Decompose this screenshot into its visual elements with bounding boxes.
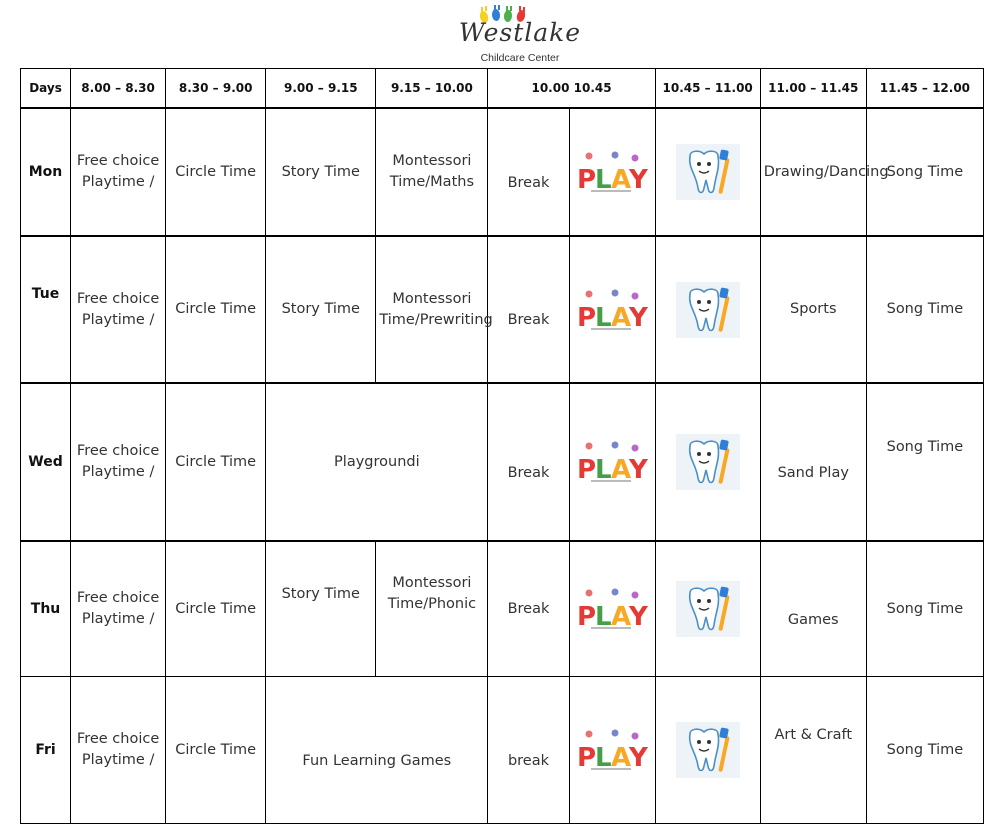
- col-header-time: 11.00 – 11.45: [760, 69, 866, 109]
- activity-cell: Art & Craft: [760, 677, 866, 824]
- tooth-image-cell: [655, 677, 760, 824]
- activity-cell: Free choice Playtime /: [71, 541, 166, 677]
- activity-cell: break: [488, 677, 569, 824]
- table-row: [21, 108, 984, 236]
- tooth-brush-icon: [676, 722, 740, 778]
- col-header-days: Days: [21, 69, 71, 109]
- day-cell: Fri: [21, 677, 71, 824]
- logo-subtitle: Childcare Center: [480, 52, 560, 64]
- activity-cell: Circle Time: [166, 108, 266, 236]
- activity-cell: Montessori Time/Phonic: [376, 541, 488, 677]
- activity-cell: Song Time: [866, 541, 983, 677]
- play-image-cell: [569, 236, 655, 383]
- activity-cell: Free choice Playtime /: [71, 677, 166, 824]
- activity-cell: Song Time: [866, 383, 983, 541]
- activity-cell: Sand Play: [760, 383, 866, 541]
- table-row: [21, 236, 984, 383]
- play-logo: [575, 440, 649, 484]
- col-header-time: 10.45 – 11.00: [655, 69, 760, 109]
- tooth-image-cell: [655, 383, 760, 541]
- col-header-time: 9.00 – 9.15: [266, 69, 376, 109]
- play-logo: [575, 587, 649, 631]
- activity-cell: Fun Learning Games: [266, 677, 488, 824]
- activity-cell: Story Time: [266, 108, 376, 236]
- col-header-time: 11.45 – 12.00: [866, 69, 983, 109]
- activity-cell: Free choice Playtime /: [71, 236, 166, 383]
- activity-cell: Break: [488, 383, 569, 541]
- tooth-image-cell: [655, 236, 760, 383]
- day-cell: Thu: [21, 541, 71, 677]
- activity-cell: Playgroundi: [266, 383, 488, 541]
- play-logo: [575, 150, 649, 194]
- col-header-time: 10.00 10.45: [488, 69, 655, 109]
- table-row: [21, 541, 984, 677]
- timetable: [20, 68, 984, 824]
- col-header-time: 9.15 – 10.00: [376, 69, 488, 109]
- activity-cell: Song Time: [866, 108, 983, 236]
- activity-cell: Circle Time: [166, 677, 266, 824]
- day-cell: Wed: [21, 383, 71, 541]
- tooth-brush-icon: [676, 282, 740, 338]
- col-header-time: 8.00 – 8.30: [71, 69, 166, 109]
- activity-cell: Break: [488, 108, 569, 236]
- play-image-cell: [569, 108, 655, 236]
- col-header-time: 8.30 – 9.00: [166, 69, 266, 109]
- tooth-brush-icon: [676, 144, 740, 200]
- activity-cell: Break: [488, 236, 569, 383]
- activity-cell: Song Time: [866, 677, 983, 824]
- activity-cell: Story Time: [266, 236, 376, 383]
- tooth-image-cell: [655, 541, 760, 677]
- activity-cell: Drawing/Dancing: [760, 108, 866, 236]
- tooth-brush-icon: [676, 581, 740, 637]
- day-cell: Tue: [21, 236, 71, 383]
- play-image-cell: [569, 677, 655, 824]
- play-logo: [575, 288, 649, 332]
- activity-cell: Break: [488, 541, 569, 677]
- tooth-brush-icon: [676, 434, 740, 490]
- activity-cell: Free choice Playtime /: [71, 383, 166, 541]
- activity-cell: Free choice Playtime /: [71, 108, 166, 236]
- logo-title: Westlake: [458, 18, 582, 47]
- activity-cell: Circle Time: [166, 383, 266, 541]
- tooth-image-cell: [655, 108, 760, 236]
- table-row: [21, 383, 984, 541]
- play-image-cell: [569, 541, 655, 677]
- activity-cell: Montessori Time/Maths: [376, 108, 488, 236]
- header-row: [21, 69, 984, 109]
- play-logo: [575, 728, 649, 772]
- logo: [0, 0, 988, 68]
- activity-cell: Story Time: [266, 541, 376, 677]
- day-cell: Mon: [21, 108, 71, 236]
- activity-cell: Games: [760, 541, 866, 677]
- play-image-cell: [569, 383, 655, 541]
- activity-cell: Sports: [760, 236, 866, 383]
- activity-cell: Song Time: [866, 236, 983, 383]
- activity-cell: Circle Time: [166, 236, 266, 383]
- activity-cell: Circle Time: [166, 541, 266, 677]
- table-row: [21, 677, 984, 824]
- activity-cell: Montessori Time/Prewriting: [376, 236, 488, 383]
